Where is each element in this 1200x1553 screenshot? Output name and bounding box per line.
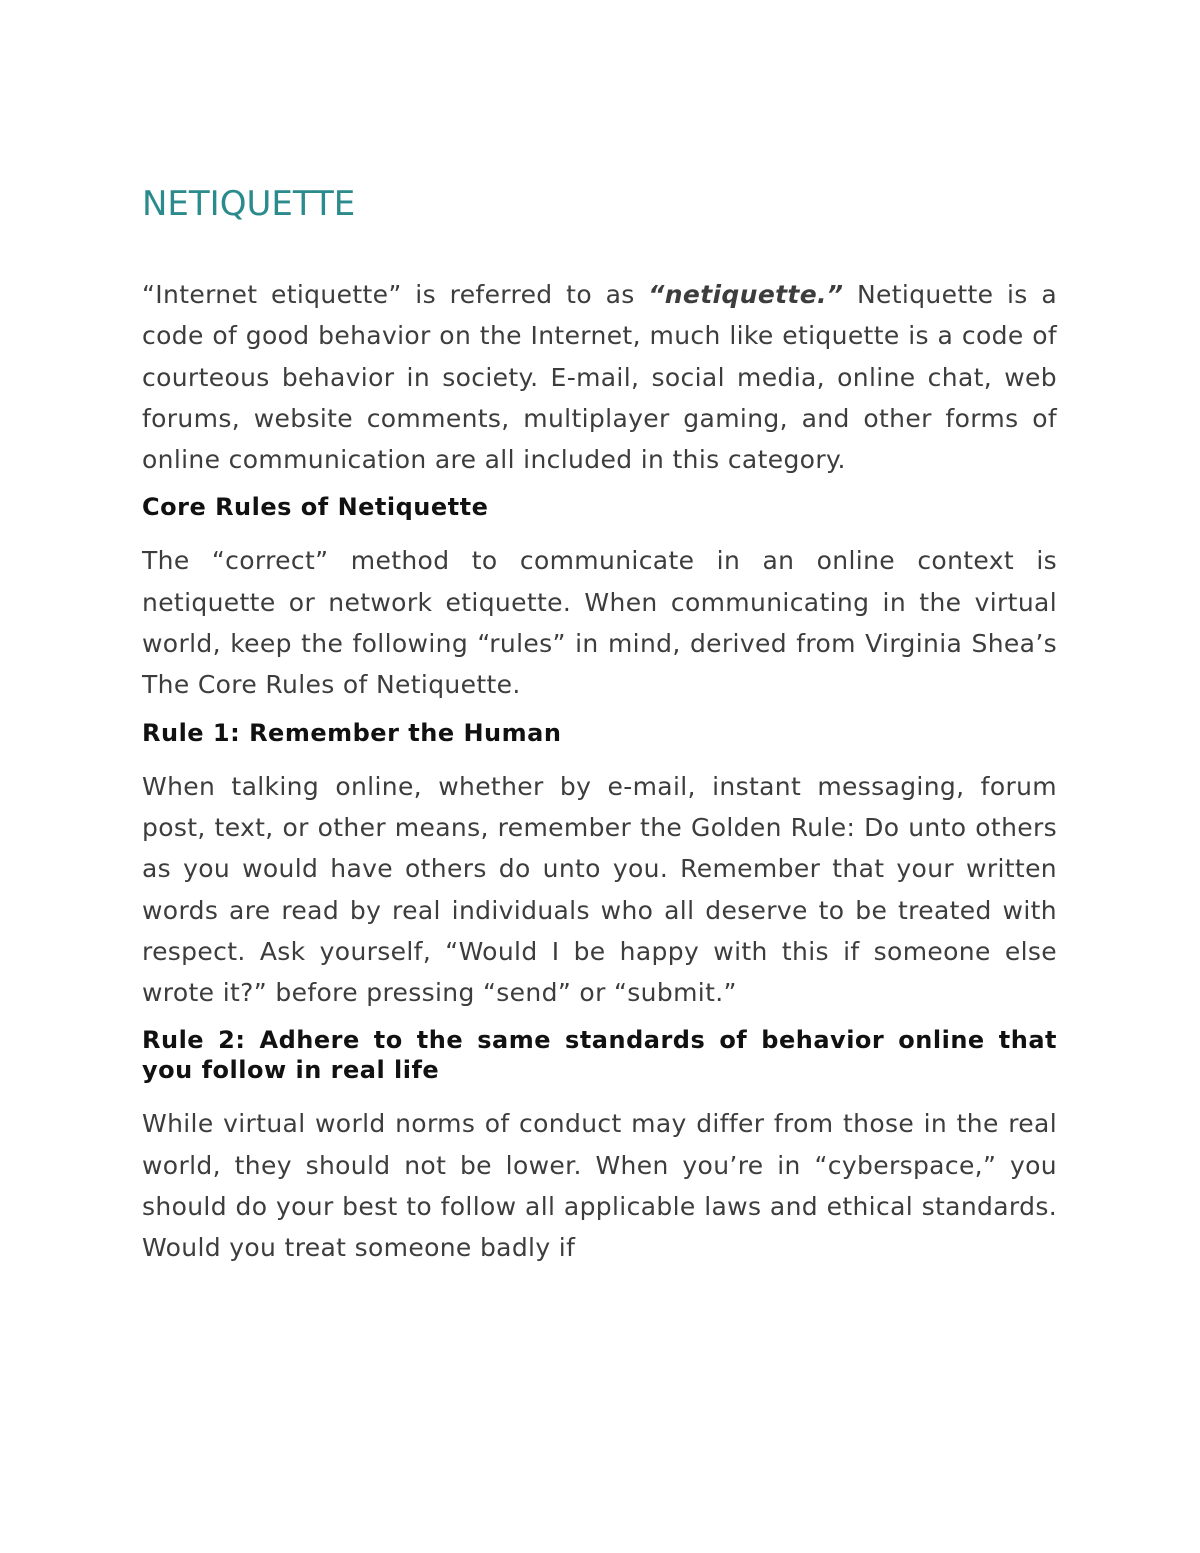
rule1-heading: Rule 1: Remember the Human bbox=[142, 718, 562, 747]
intro-rest-text: Netiquette is a code of good behavior on the Internet, much like etiquette is a code of courteous behavior in society. E-mail, social media, online chat, web forums, website comments, multiplayer gaming, and other forms of online communication are all included in this category. bbox=[142, 280, 1057, 475]
intro-lead-text: “Internet etiquette” is referred to as bbox=[142, 280, 649, 309]
intro-emphasis-text: “netiquette.” bbox=[648, 280, 844, 309]
core-rules-paragraph: The “correct” method to communicate in an online context is netiquette or network etiquette. When communicating in the virtual world, keep the following “rules” in mind, derived from Virginia Shea’s The Core Rules of Netiquette. bbox=[142, 546, 1057, 700]
document-title: NETIQUETTE bbox=[142, 184, 356, 224]
intro-paragraph bbox=[142, 274, 1057, 480]
core-rules-heading: Core Rules of Netiquette bbox=[142, 493, 489, 522]
document-page bbox=[142, 180, 1057, 1281]
rule2-heading: Rule 2: Adhere to the same standards of behavior online that you follow in real life bbox=[142, 1026, 1057, 1085]
rule2-paragraph: While virtual world norms of conduct may differ from those in the real world, they should not be lower. When you’re in “cyberspace,” you should do your best to follow all applicable laws and ethical standards. Would you treat someone badly if bbox=[142, 1109, 1057, 1263]
rule1-paragraph: When talking online, whether by e-mail, instant messaging, forum post, text, or other means, remember the Golden Rule: Do unto others as you would have others do unto you. Remember that your written words are read by real individuals who all deserve to be treated with respect. Ask yourself, “Would I be happy with this if someone else wrote it?” before pressing “send” or “submit.” bbox=[142, 771, 1057, 1008]
